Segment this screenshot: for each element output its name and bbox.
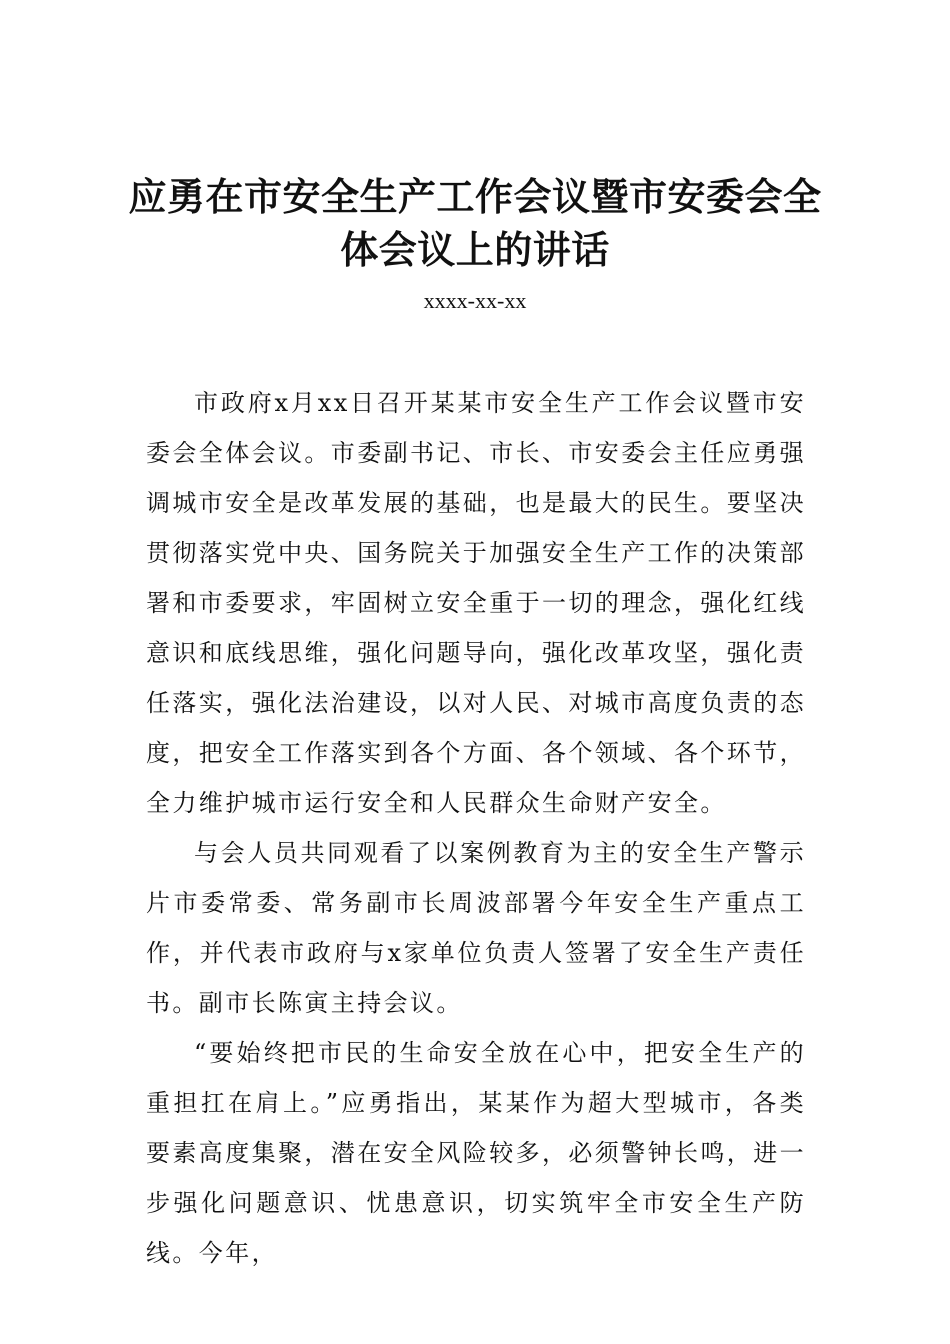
paragraph-1: 市政府x月xx日召开某某市安全生产工作会议暨市安委会全体会议。市委副书记、市长、市安委会主任应勇强调城市安全是改革发展的基础，也是最大的民生。要坚决贯彻落实党中央、国务院关于加强安全生产工作的决策部署和市委要求，牢固树立安全重于一切的理念，强化红线意识和底线思维，强化问题导向，强化改革攻坚，强化责任落实，强化法治建设，以对人民、对城市高度负责的态度，把安全工作落实到各个方面、各个领域、各个环节，全力维护城市运行安全和人民群众生命财产安全。 (146, 389, 806, 817)
document-title (120, 170, 830, 276)
paragraph-3: “要始终把市民的生命安全放在心中，把安全生产的重担扛在肩上。”应勇指出，某某作为超大型城市，各类要素高度集聚，潜在安全风险较多，必须警钟长鸣，进一步强化问题意识、忧患意识，切实筑牢全市安全生产防线。今年， (146, 1039, 806, 1267)
title-line-2: 体会议上的讲话 (340, 227, 610, 272)
paragraph-2: 与会人员共同观看了以案例教育为主的安全生产警示片市委常委、常务副市长周波部署今年安全生产重点工作，并代表市政府与x家单位负责人签署了安全生产责任书。副市长陈寅主持会议。 (146, 839, 806, 1017)
title-line-1: 应勇在市安全生产工作会议暨市安委会全 (128, 174, 822, 219)
document-body (146, 378, 806, 1278)
document-date: xxxx-xx-xx (423, 288, 527, 313)
